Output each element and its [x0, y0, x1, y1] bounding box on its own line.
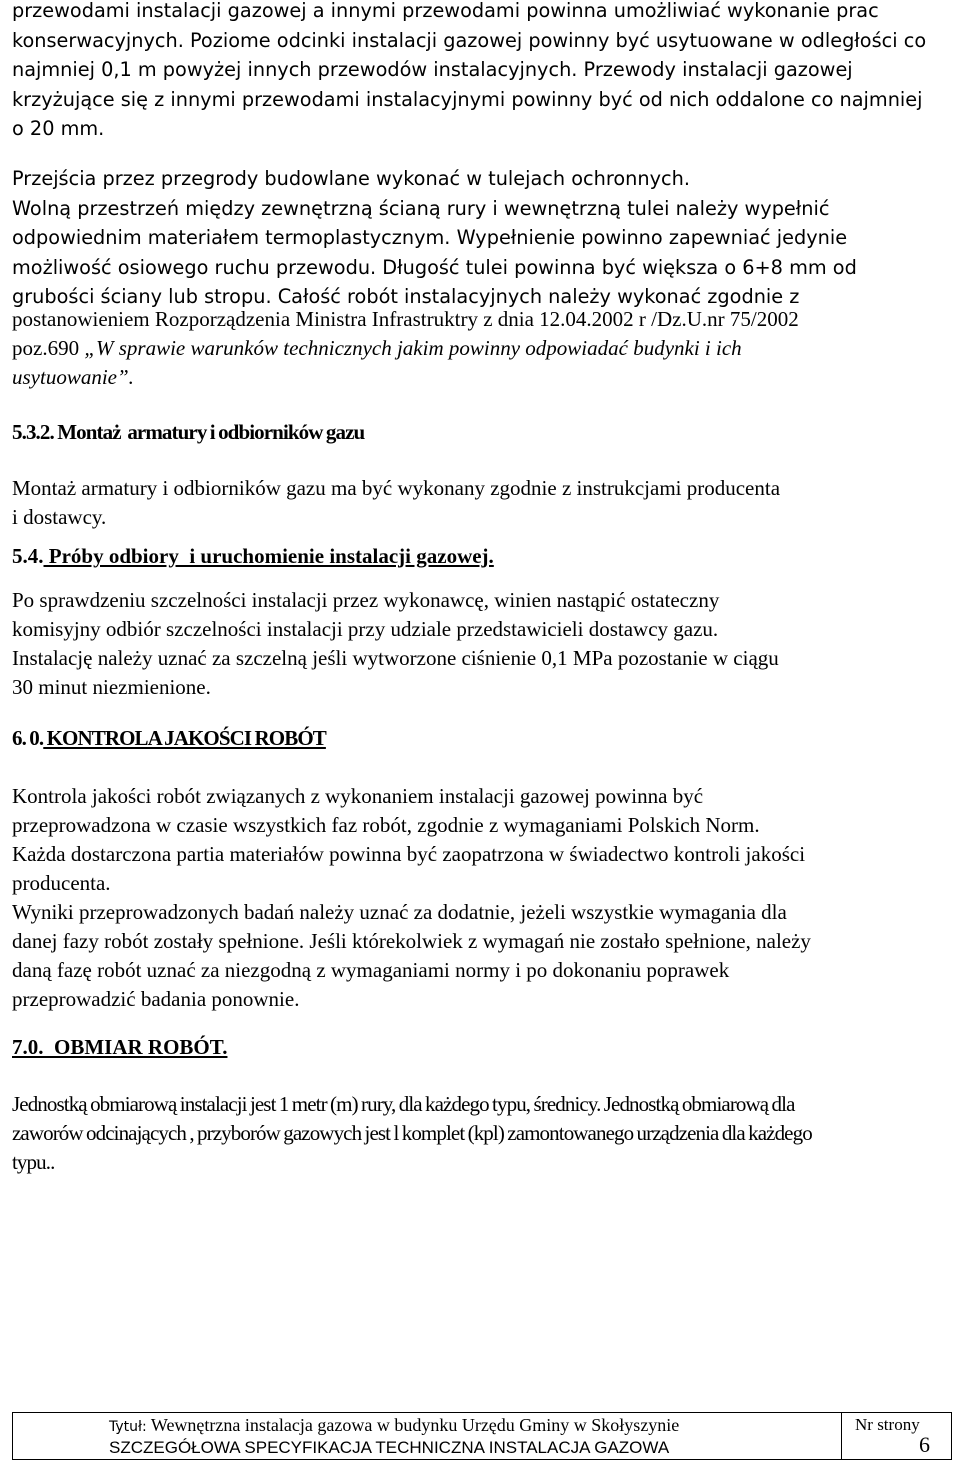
footer-subtitle: SZCZEGÓŁOWA SPECYFIKACJA TECHNICZNA INSTALACJA GAZOWA — [109, 1438, 670, 1457]
heading-5-4 — [12, 544, 952, 569]
paragraph-regulation-reference — [12, 305, 952, 392]
heading-number: 5.3.2. — [12, 420, 54, 444]
regulation-title: „W sprawie warunków technicznych jakim powinny odpowiadać budynki i ich usytuowanie”. — [12, 336, 742, 389]
paragraph-measurement-unit: Jednostką obmiarową instalacji jest 1 metr (m) rury, dla każdego typu, średnicy. Jednostką obmiarową dla zaworów odcinających , przyborów gazowych jest l komplet (kpl) zamontowanego urządzenia dla każdego typu.. — [12, 1092, 812, 1174]
footer-title-text: Wewnętrzna instalacja gazowa w budynku Urzędu Gminy w Skołyszynie — [146, 1415, 680, 1435]
regulation-text: postanowieniem Rozporządzenia Ministra Infrastruktry z dnia 12.04.2002 r /Dz.U.nr 75/2002 poz.690 — [12, 307, 799, 360]
heading-number: 6. 0. — [12, 726, 44, 750]
heading-7-0: 7.0. OBMIAR ROBÓT. — [12, 1035, 228, 1059]
page-number-label: Nr strony — [855, 1415, 920, 1434]
page-footer — [12, 1412, 952, 1460]
page-number: 6 — [919, 1432, 930, 1457]
footer-title — [109, 1415, 679, 1436]
paragraph-protective-sleeves: Przejścia przez przegrody budowlane wykonać w tulejach ochronnych. Wolną przestrzeń między zewnętrzną ścianą rury i wewnętrzną tulei należy wypełnić odpowiednim materiałem termoplastycznym. Wypełnienie powinno zapewniać jedynie możliwość osiowego ruchu przewodu. Długość tulei powinna być większa o 6+8 mm od grubości ściany lub stropu. Całość robót instalacyjnych należy wykonać zgodnie z — [12, 167, 857, 308]
heading-text: Próby odbiory i uruchomienie instalacji gazowej. — [43, 544, 494, 568]
paragraph-tightness-acceptance: Po sprawdzeniu szczelności instalacji przez wykonawcę, winien nastąpić ostateczny komisyjny odbiór szczelności instalacji przy udziale przedstawicieli dostawcy gazu. Instalację należy uznać za szczelną jeśli wytworzone ciśnienie 0,1 MPa pozostanie w ciągu 30 minut niezmienione. — [12, 588, 779, 699]
paragraph-quality-control: Kontrola jakości robót związanych z wykonaniem instalacji gazowej powinna być przeprowadzona w czasie wszystkich faz robót, zgodnie z wymaganiami Polskich Norm. Każda dostarczona partia materiałów powinna być zaopatrzona w świadectwo kontroli jakości producenta. Wyniki przeprowadzonych badań należy uznać za dodatnie, jeżeli wszystkie wymagania dla danej fazy robót zostały spełnione. Jeśli którekolwiek z wymagań nie zostało spełnione, należy daną fazę robót uznać za niezgodną z wymaganiami normy i po dokonaniu poprawek przeprowadzić badania ponownie. — [12, 784, 811, 1011]
heading-text: Montaż armatury i odbiorników gazu — [53, 420, 365, 444]
heading-5-3-2 — [12, 420, 952, 445]
footer-title-label: Tytuł: — [109, 1419, 147, 1435]
heading-text: KONTROLA JAKOŚCI ROBÓT — [43, 726, 326, 750]
heading-6-0 — [12, 726, 952, 751]
heading-number: 5.4. — [12, 544, 44, 568]
footer-title-cell — [13, 1413, 842, 1459]
paragraph-gas-line-distances: przewodami instalacji gazowej a innymi przewodami powinna umożliwiać wykonanie prac konserwacyjnych. Poziome odcinki instalacji gazowej powinny być usytuowane w odległości co najmniej 0,1 m powyżej innych przewodów instalacyjnych. Przewody instalacji gazowej krzyżujące się z innymi przewodami instalacyjnymi powinny być od nich oddalone co najmniej o 20 mm. — [12, 0, 927, 140]
paragraph-fittings-installation: Montaż armatury i odbiorników gazu ma być wykonany zgodnie z instrukcjami producenta i dostawcy. — [12, 476, 781, 529]
